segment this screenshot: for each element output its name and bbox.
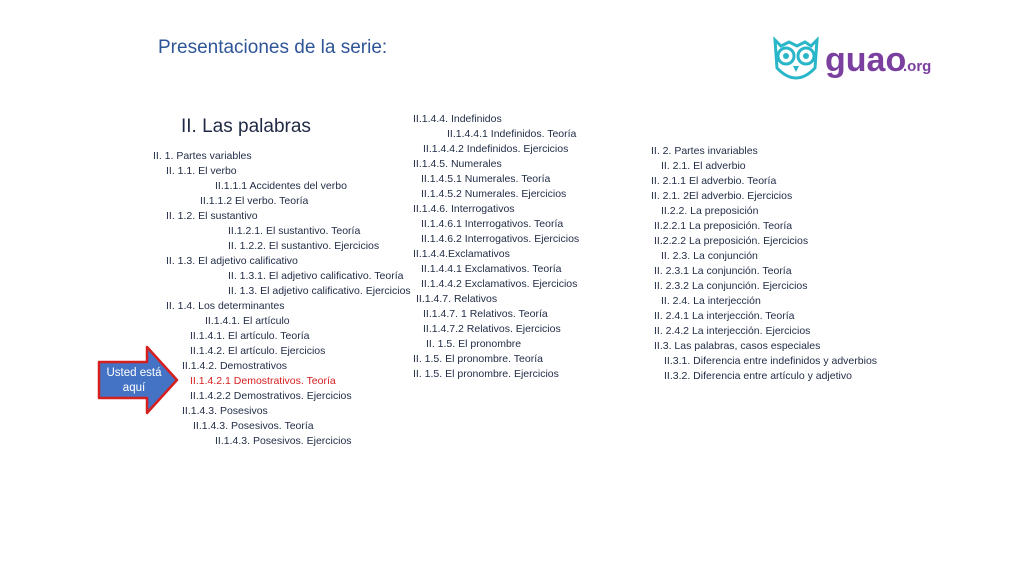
toc-item[interactable]: II. 1. Partes variables	[153, 150, 252, 162]
toc-item[interactable]: II.1.4.6.2 Interrogativos. Ejercicios	[421, 233, 580, 245]
toc-item[interactable]: II. 2.4. La interjección	[661, 295, 761, 307]
toc-item[interactable]: II.2.2.2 La preposición. Ejercicios	[654, 235, 809, 247]
toc-item[interactable]: II. 2.3.2 La conjunción. Ejercicios	[654, 280, 808, 292]
toc-item[interactable]: II.1.4.4.1 Exclamativos. Teoría	[421, 263, 562, 275]
toc-item[interactable]: II.1.4.7. Relativos	[416, 293, 498, 305]
toc-item[interactable]: II.1.4.5.1 Numerales. Teoría	[421, 173, 551, 185]
toc-item[interactable]: II.1.4.2. Demostrativos	[182, 360, 288, 372]
toc-item[interactable]: II. 1.3.1. El adjetivo calificativo. Teoría	[228, 270, 404, 282]
toc-item[interactable]: II. 2.1.1 El adverbio. Teoría	[651, 175, 777, 187]
toc-item[interactable]: II. 2.4.2 La interjección. Ejercicios	[654, 325, 811, 337]
toc-item[interactable]: II. 2.4.1 La interjección. Teoría	[654, 310, 795, 322]
toc-item[interactable]: II. 2.3.1 La conjunción. Teoría	[654, 265, 792, 277]
toc-item[interactable]: II.1.4.4.Exclamativos	[413, 248, 510, 260]
toc-item[interactable]: II.1.4.3. Posesivos. Teoría	[193, 420, 314, 432]
toc-item[interactable]: II. 1.5. El pronombre	[426, 338, 522, 350]
toc-item[interactable]: II.1.4.3. Posesivos	[182, 405, 268, 417]
toc-item[interactable]: II.1.1.1 Accidentes del verbo	[215, 180, 347, 192]
toc-item[interactable]: II. 2.1. El adverbio	[661, 160, 746, 172]
toc-item[interactable]: II.3.2. Diferencia entre artículo y adjetivo	[664, 370, 852, 382]
toc-item[interactable]: II.2.2.1 La preposición. Teoría	[654, 220, 793, 232]
toc-item[interactable]: II.1.4.4.1 Indefinidos. Teoría	[447, 128, 577, 140]
toc-item[interactable]: II.1.1.2 El verbo. Teoría	[200, 195, 309, 207]
toc-item-current[interactable]: II.1.4.2.1 Demostrativos. Teoría	[190, 375, 336, 387]
guao-logo[interactable]	[769, 32, 941, 86]
toc-item[interactable]: II.1.4.1. El artículo. Teoría	[190, 330, 310, 342]
toc-item[interactable]: II. 2.1. 2El adverbio. Ejercicios	[651, 190, 793, 202]
toc-item[interactable]: II.1.4.4.2 Exclamativos. Ejercicios	[421, 278, 578, 290]
toc-item[interactable]: II. 1.1. El verbo	[166, 165, 237, 177]
section-title: II. Las palabras	[181, 116, 311, 137]
toc-item[interactable]: II. 1.2. El sustantivo	[166, 210, 258, 222]
you-are-here-label: Usted está aquí	[106, 367, 162, 394]
toc-item[interactable]: II.1.2.1. El sustantivo. Teoría	[228, 225, 361, 237]
toc-item[interactable]: II.1.4.2.2 Demostrativos. Ejercicios	[190, 390, 352, 402]
toc-item[interactable]: II. 1.4. Los determinantes	[166, 300, 285, 312]
logo-text: guao	[825, 41, 907, 79]
toc-item[interactable]: II.1.4.2. El artículo. Ejercicios	[190, 345, 326, 357]
toc-item[interactable]: II.1.4.1. El artículo	[205, 315, 290, 327]
toc-item[interactable]: II.1.4.5. Numerales	[413, 158, 502, 170]
owl-icon	[775, 40, 817, 78]
toc-item[interactable]: II.2.2. La preposición	[661, 205, 759, 217]
toc-item[interactable]: II.3.1. Diferencia entre indefinidos y adverbios	[664, 355, 878, 367]
toc-item[interactable]: II.1.4.7. 1 Relativos. Teoría	[423, 308, 548, 320]
toc-item[interactable]: II. 2. Partes invariables	[651, 145, 758, 157]
page-heading: Presentaciones de la serie:	[158, 37, 388, 58]
toc-item[interactable]: II. 2.3. La conjunción	[661, 250, 758, 262]
toc-item[interactable]: II.1.4.7.2 Relativos. Ejercicios	[423, 323, 561, 335]
toc-item[interactable]: II.1.4.6.1 Interrogativos. Teoría	[421, 218, 564, 230]
toc-item[interactable]: II.3. Las palabras, casos especiales	[654, 340, 821, 352]
toc-item[interactable]: II. 1.3. El adjetivo calificativo. Ejercicios	[228, 285, 411, 297]
toc-item[interactable]: II. 1.2.2. El sustantivo. Ejercicios	[228, 240, 380, 252]
toc-item[interactable]: II. 1.5. El pronombre. Ejercicios	[413, 368, 559, 380]
logo-suffix: .org	[903, 58, 932, 75]
toc-item[interactable]: II.1.4.4.2 Indefinidos. Ejercicios	[423, 143, 569, 155]
toc-item[interactable]: II. 1.5. El pronombre. Teoría	[413, 353, 543, 365]
toc-item[interactable]: II. 1.3. El adjetivo calificativo	[166, 255, 298, 267]
toc-item[interactable]: II.1.4.4. Indefinidos	[413, 113, 502, 125]
toc-item[interactable]: II.1.4.6. Interrogativos	[413, 203, 515, 215]
toc-item[interactable]: II.1.4.5.2 Numerales. Ejercicios	[421, 188, 567, 200]
toc-item[interactable]: II.1.4.3. Posesivos. Ejercicios	[215, 435, 352, 447]
